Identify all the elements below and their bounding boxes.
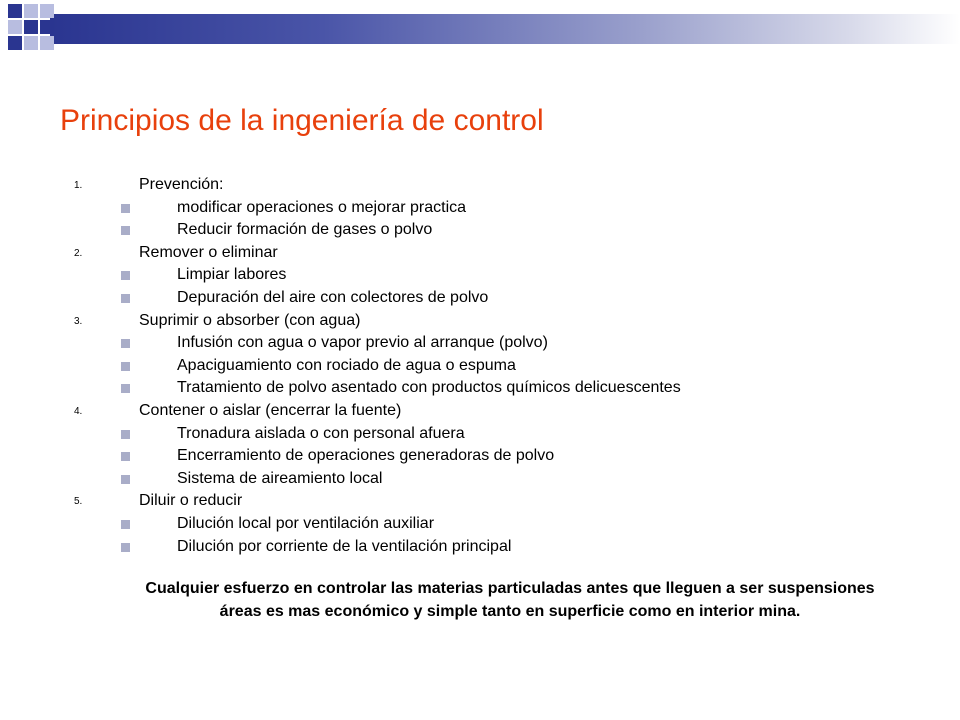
square-bullet-icon bbox=[121, 271, 130, 280]
sub-list-item bbox=[0, 423, 960, 446]
decor-square bbox=[40, 36, 54, 50]
item-label: Prevención: bbox=[139, 176, 224, 193]
item-label: Suprimir o absorber (con agua) bbox=[139, 311, 361, 329]
item-label: Contener o aislar (encerrar la fuente) bbox=[139, 401, 402, 419]
list-item bbox=[0, 242, 960, 265]
sub-item-label: Limpiar labores bbox=[177, 266, 287, 284]
list-item bbox=[0, 174, 960, 197]
summary-note: Cualquier esfuerzo en controlar las materias particuladas antes que lleguen a ser suspensiones áreas es mas económico y simple tanto en superficie como en interior mina. bbox=[145, 580, 875, 620]
sub-list-item bbox=[0, 332, 960, 355]
sub-list-item bbox=[0, 197, 960, 220]
sub-item-label: Infusión con agua o vapor previo al arranque (polvo) bbox=[177, 334, 548, 352]
slide-title: Principios de la ingeniería de control bbox=[60, 104, 544, 137]
square-bullet-icon bbox=[121, 520, 130, 529]
outline-list bbox=[0, 174, 960, 558]
sub-list-item bbox=[0, 219, 960, 242]
square-bullet-icon bbox=[121, 543, 130, 552]
item-label: Diluir o reducir bbox=[139, 492, 243, 510]
item-number: 2. bbox=[74, 247, 83, 259]
decor-square bbox=[24, 4, 38, 18]
square-bullet-icon bbox=[121, 475, 130, 484]
sub-list-item bbox=[0, 513, 960, 536]
sub-item-label: Dilución local por ventilación auxiliar bbox=[177, 514, 435, 532]
sub-list-item bbox=[0, 468, 960, 491]
sub-list-item bbox=[0, 264, 960, 287]
item-label: Remover o eliminar bbox=[139, 243, 278, 261]
sub-list-item bbox=[0, 355, 960, 378]
square-bullet-icon bbox=[121, 204, 130, 213]
sub-item-label: modificar operaciones o mejorar practica bbox=[177, 198, 467, 216]
decor-square bbox=[8, 36, 22, 50]
item-number: 3. bbox=[74, 315, 83, 327]
sub-list-item bbox=[0, 536, 960, 559]
item-number: 1. bbox=[74, 180, 83, 191]
list-item bbox=[0, 490, 960, 513]
sub-list-item bbox=[0, 445, 960, 468]
sub-item-label: Encerramiento de operaciones generadoras de polvo bbox=[177, 447, 555, 465]
sub-item-label: Dilución por corriente de la ventilación principal bbox=[177, 537, 512, 555]
decor-square bbox=[40, 20, 54, 34]
list-item bbox=[0, 310, 960, 333]
sub-item-label: Tratamiento de polvo asentado con productos químicos delicuescentes bbox=[177, 379, 681, 397]
sub-item-label: Depuración del aire con colectores de polvo bbox=[177, 288, 489, 306]
square-bullet-icon bbox=[121, 294, 130, 303]
square-bullet-icon bbox=[121, 384, 130, 393]
square-bullet-icon bbox=[121, 362, 130, 371]
square-bullet-icon bbox=[121, 339, 130, 348]
header-gradient-bar bbox=[50, 14, 960, 44]
square-bullet-icon bbox=[121, 430, 130, 439]
list-item bbox=[0, 400, 960, 423]
item-number: 4. bbox=[74, 405, 83, 417]
item-number: 5. bbox=[74, 496, 83, 508]
sub-item-label: Sistema de aireamiento local bbox=[177, 469, 383, 487]
sub-item-label: Tronadura aislada o con personal afuera bbox=[177, 424, 465, 442]
square-bullet-icon bbox=[121, 452, 130, 461]
sub-item-label: Apaciguamiento con rociado de agua o espuma bbox=[177, 356, 516, 374]
decor-square bbox=[24, 36, 38, 50]
decor-square bbox=[40, 4, 54, 18]
sub-list-item bbox=[0, 377, 960, 400]
square-bullet-icon bbox=[121, 226, 130, 235]
sub-list-item bbox=[0, 287, 960, 310]
decor-square bbox=[24, 20, 38, 34]
decor-square bbox=[8, 4, 22, 18]
decor-square bbox=[8, 20, 22, 34]
sub-item-label: Reducir formación de gases o polvo bbox=[177, 221, 433, 239]
